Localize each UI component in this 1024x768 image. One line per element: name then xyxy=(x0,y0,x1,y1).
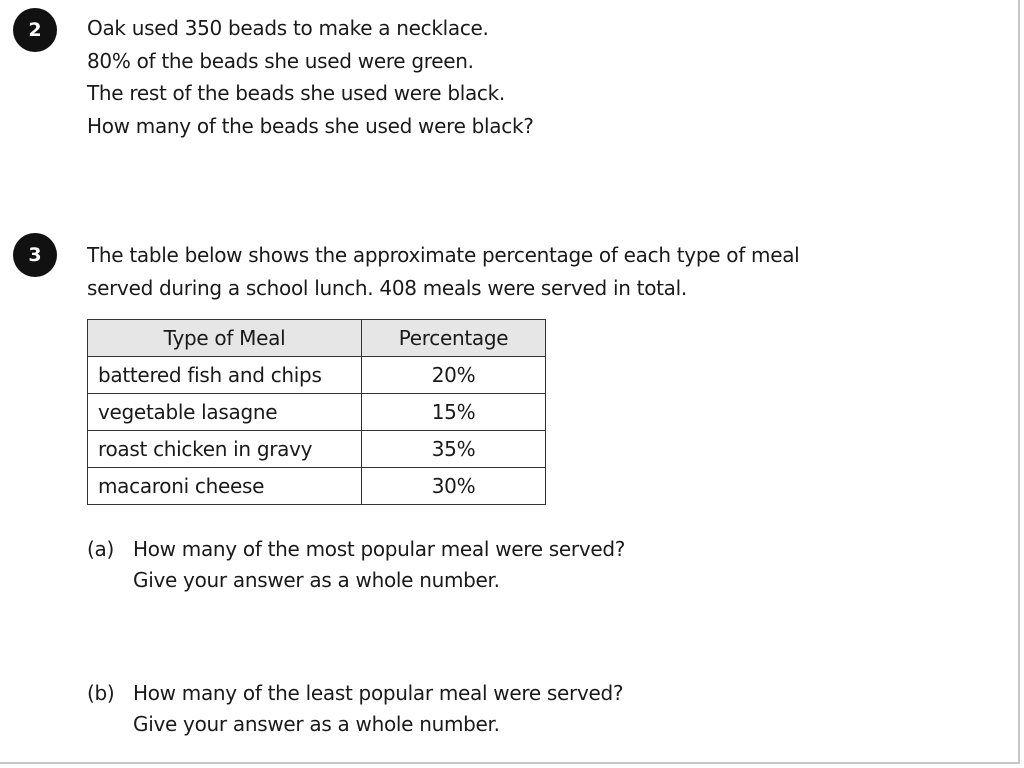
question-3-number-badge: 3 xyxy=(13,233,57,277)
meal-name-cell: macaroni cheese xyxy=(88,468,362,505)
header-type-of-meal: Type of Meal xyxy=(88,320,362,357)
question-3-intro-line-2: served during a school lunch. 408 meals were served in total. xyxy=(87,275,687,300)
question-2-line-4: How many of the beads she used were black? xyxy=(87,113,534,138)
table-row xyxy=(88,431,546,468)
question-2-line-3: The rest of the beads she used were black. xyxy=(87,81,505,105)
table-row xyxy=(88,357,546,394)
part-b-label: (b) xyxy=(87,681,115,705)
meal-name-cell: roast chicken in gravy xyxy=(88,431,362,468)
part-a-text xyxy=(133,534,625,596)
question-2-number-badge: 2 xyxy=(13,8,57,52)
question-3-intro-line-1: The table below shows the approximate percentage of each type of meal xyxy=(87,243,800,267)
part-a-line-1: How many of the most popular meal were served? xyxy=(133,537,626,561)
question-2-line-2: 80% of the beads she used were green. xyxy=(87,48,474,73)
part-b-text xyxy=(133,678,623,740)
part-b-line-2: Give your answer as a whole number. xyxy=(133,712,500,736)
table-row xyxy=(88,468,546,505)
percentage-cell: 15% xyxy=(362,394,546,431)
meal-percentage-table xyxy=(87,319,546,505)
meal-name-cell: battered fish and chips xyxy=(88,357,362,394)
part-a-label: (a) xyxy=(87,537,114,561)
percentage-cell: 20% xyxy=(362,357,546,394)
question-3-intro xyxy=(87,239,799,304)
percentage-cell: 35% xyxy=(362,431,546,468)
part-a-line-2: Give your answer as a whole number. xyxy=(133,568,500,592)
table-row xyxy=(88,394,546,431)
meal-name-cell: vegetable lasagne xyxy=(88,394,362,431)
question-2-line-1: Oak used 350 beads to make a necklace. xyxy=(87,16,489,40)
part-b-line-1: How many of the least popular meal were served? xyxy=(133,681,624,705)
header-percentage: Percentage xyxy=(362,320,546,357)
table-header-row xyxy=(88,320,546,357)
percentage-cell: 30% xyxy=(362,468,546,505)
question-2-text xyxy=(87,12,534,142)
